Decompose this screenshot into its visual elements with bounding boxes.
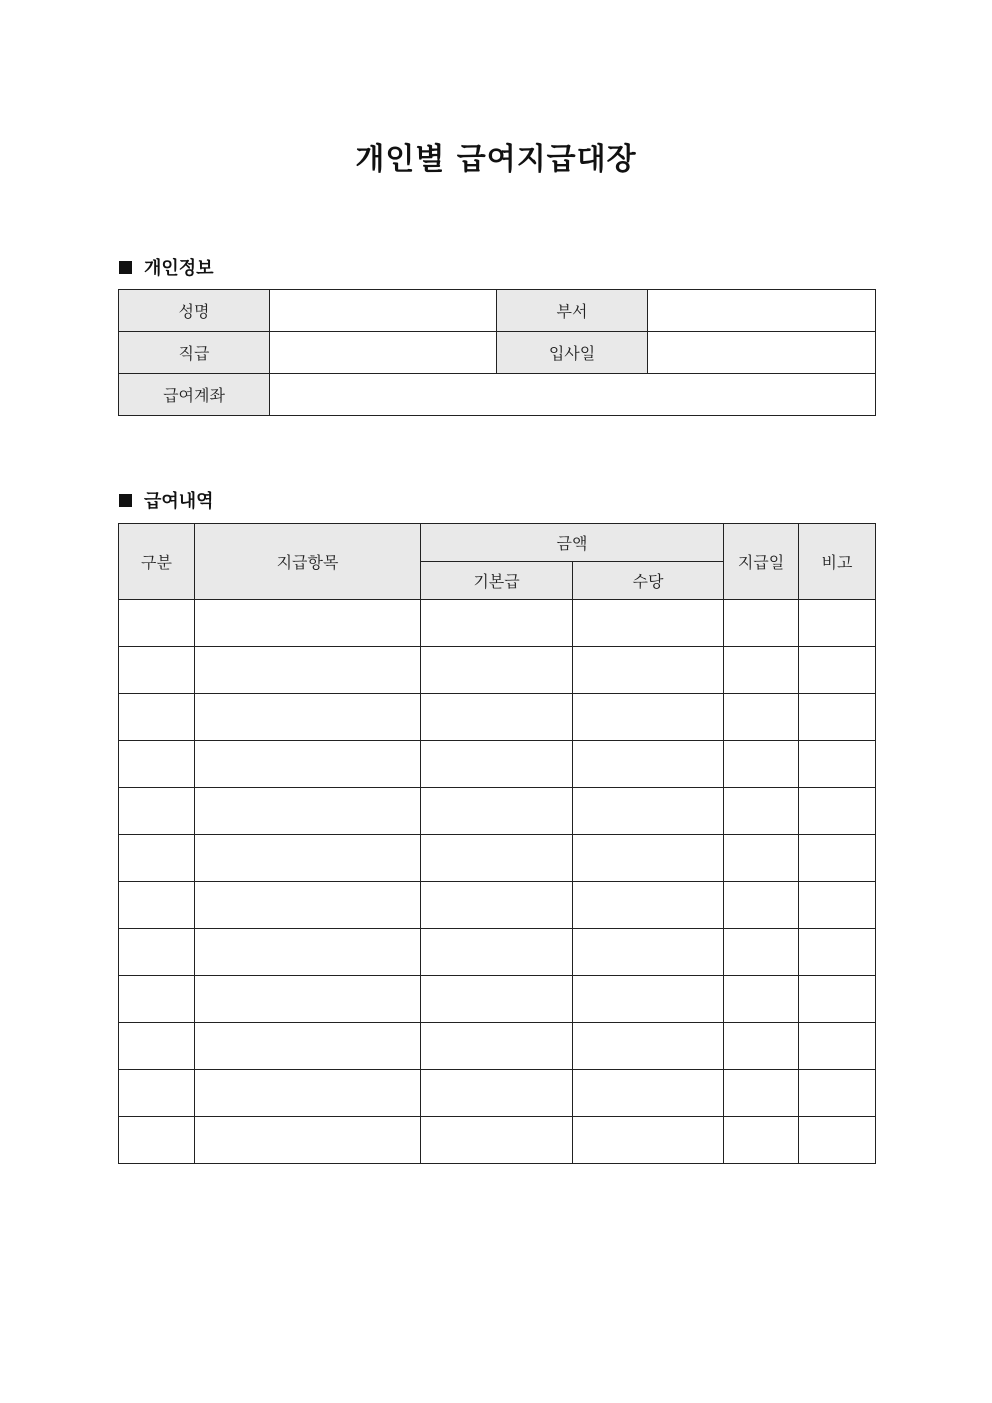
table-row bbox=[119, 741, 876, 788]
item-cell[interactable] bbox=[195, 694, 421, 741]
category-cell[interactable] bbox=[119, 1117, 195, 1164]
info-row bbox=[119, 332, 876, 374]
pay-date-cell[interactable] bbox=[724, 929, 799, 976]
allowance-cell[interactable] bbox=[573, 788, 724, 835]
table-row bbox=[119, 1023, 876, 1070]
category-cell[interactable] bbox=[119, 1070, 195, 1117]
remarks-cell[interactable] bbox=[799, 1023, 876, 1070]
table-row bbox=[119, 976, 876, 1023]
item-header: 지급항목 bbox=[195, 524, 421, 600]
department-label: 부서 bbox=[497, 290, 648, 332]
allowance-cell[interactable] bbox=[573, 1070, 724, 1117]
pay-date-cell[interactable] bbox=[724, 694, 799, 741]
account-label: 급여계좌 bbox=[119, 374, 270, 416]
base-pay-cell[interactable] bbox=[421, 835, 573, 882]
allowance-cell[interactable] bbox=[573, 882, 724, 929]
amount-header: 금액 bbox=[421, 524, 724, 562]
name-field[interactable] bbox=[270, 290, 497, 332]
remarks-cell[interactable] bbox=[799, 647, 876, 694]
pay-date-cell[interactable] bbox=[724, 882, 799, 929]
category-cell[interactable] bbox=[119, 647, 195, 694]
remarks-cell[interactable] bbox=[799, 1070, 876, 1117]
item-cell[interactable] bbox=[195, 1070, 421, 1117]
base-pay-cell[interactable] bbox=[421, 929, 573, 976]
category-cell[interactable] bbox=[119, 741, 195, 788]
table-row bbox=[119, 929, 876, 976]
square-bullet-icon bbox=[119, 494, 132, 507]
remarks-cell[interactable] bbox=[799, 694, 876, 741]
remarks-cell[interactable] bbox=[799, 976, 876, 1023]
pay-date-cell[interactable] bbox=[724, 788, 799, 835]
base-pay-cell[interactable] bbox=[421, 1023, 573, 1070]
allowance-cell[interactable] bbox=[573, 835, 724, 882]
table-row bbox=[119, 835, 876, 882]
remarks-cell[interactable] bbox=[799, 600, 876, 647]
rank-field[interactable] bbox=[270, 332, 497, 374]
base-pay-cell[interactable] bbox=[421, 694, 573, 741]
remarks-header: 비고 bbox=[799, 524, 876, 600]
category-cell[interactable] bbox=[119, 600, 195, 647]
remarks-cell[interactable] bbox=[799, 741, 876, 788]
category-cell[interactable] bbox=[119, 694, 195, 741]
remarks-cell[interactable] bbox=[799, 929, 876, 976]
allowance-cell[interactable] bbox=[573, 1117, 724, 1164]
pay-details-heading bbox=[119, 487, 214, 513]
join-date-field[interactable] bbox=[648, 332, 876, 374]
pay-date-cell[interactable] bbox=[724, 647, 799, 694]
category-header: 구분 bbox=[119, 524, 195, 600]
category-cell[interactable] bbox=[119, 788, 195, 835]
allowance-cell[interactable] bbox=[573, 1023, 724, 1070]
item-cell[interactable] bbox=[195, 1023, 421, 1070]
join-date-label: 입사일 bbox=[497, 332, 648, 374]
square-bullet-icon bbox=[119, 261, 132, 274]
table-row bbox=[119, 1117, 876, 1164]
personal-info-heading-text: 개인정보 bbox=[144, 258, 214, 279]
base-pay-cell[interactable] bbox=[421, 1070, 573, 1117]
category-cell[interactable] bbox=[119, 929, 195, 976]
remarks-cell[interactable] bbox=[799, 788, 876, 835]
item-cell[interactable] bbox=[195, 647, 421, 694]
pay-date-cell[interactable] bbox=[724, 741, 799, 788]
pay-date-cell[interactable] bbox=[724, 1117, 799, 1164]
pay-date-cell[interactable] bbox=[724, 976, 799, 1023]
base-pay-cell[interactable] bbox=[421, 647, 573, 694]
allowance-cell[interactable] bbox=[573, 694, 724, 741]
category-cell[interactable] bbox=[119, 835, 195, 882]
item-cell[interactable] bbox=[195, 976, 421, 1023]
table-row bbox=[119, 788, 876, 835]
pay-date-cell[interactable] bbox=[724, 600, 799, 647]
pay-details-table bbox=[118, 523, 876, 1164]
pay-date-header: 지급일 bbox=[724, 524, 799, 600]
pay-date-cell[interactable] bbox=[724, 835, 799, 882]
base-pay-cell[interactable] bbox=[421, 1117, 573, 1164]
personal-info-heading bbox=[119, 254, 214, 280]
account-field[interactable] bbox=[270, 374, 876, 416]
allowance-cell[interactable] bbox=[573, 976, 724, 1023]
category-cell[interactable] bbox=[119, 1023, 195, 1070]
base-pay-cell[interactable] bbox=[421, 600, 573, 647]
base-pay-cell[interactable] bbox=[421, 976, 573, 1023]
remarks-cell[interactable] bbox=[799, 835, 876, 882]
personal-info-table bbox=[118, 289, 876, 416]
base-pay-cell[interactable] bbox=[421, 882, 573, 929]
allowance-cell[interactable] bbox=[573, 929, 724, 976]
allowance-cell[interactable] bbox=[573, 600, 724, 647]
item-cell[interactable] bbox=[195, 1117, 421, 1164]
category-cell[interactable] bbox=[119, 976, 195, 1023]
base-pay-cell[interactable] bbox=[421, 788, 573, 835]
remarks-cell[interactable] bbox=[799, 1117, 876, 1164]
item-cell[interactable] bbox=[195, 835, 421, 882]
name-label: 성명 bbox=[119, 290, 270, 332]
pay-date-cell[interactable] bbox=[724, 1023, 799, 1070]
item-cell[interactable] bbox=[195, 741, 421, 788]
table-row bbox=[119, 600, 876, 647]
base-pay-header: 기본급 bbox=[421, 562, 573, 600]
department-field[interactable] bbox=[648, 290, 876, 332]
pay-date-cell[interactable] bbox=[724, 1070, 799, 1117]
item-cell[interactable] bbox=[195, 929, 421, 976]
pay-rows bbox=[119, 600, 876, 1164]
allowance-cell[interactable] bbox=[573, 647, 724, 694]
item-cell[interactable] bbox=[195, 600, 421, 647]
table-row bbox=[119, 882, 876, 929]
info-row bbox=[119, 290, 876, 332]
table-row bbox=[119, 694, 876, 741]
base-pay-cell[interactable] bbox=[421, 741, 573, 788]
pay-header-row bbox=[119, 524, 876, 562]
item-cell[interactable] bbox=[195, 882, 421, 929]
category-cell[interactable] bbox=[119, 882, 195, 929]
pay-details-heading-text: 급여내역 bbox=[144, 491, 214, 512]
allowance-header: 수당 bbox=[573, 562, 724, 600]
rank-label: 직급 bbox=[119, 332, 270, 374]
document-title: 개인별 급여지급대장 bbox=[355, 142, 637, 177]
table-row bbox=[119, 1070, 876, 1117]
item-cell[interactable] bbox=[195, 788, 421, 835]
remarks-cell[interactable] bbox=[799, 882, 876, 929]
table-row bbox=[119, 647, 876, 694]
allowance-cell[interactable] bbox=[573, 741, 724, 788]
info-row bbox=[119, 374, 876, 416]
